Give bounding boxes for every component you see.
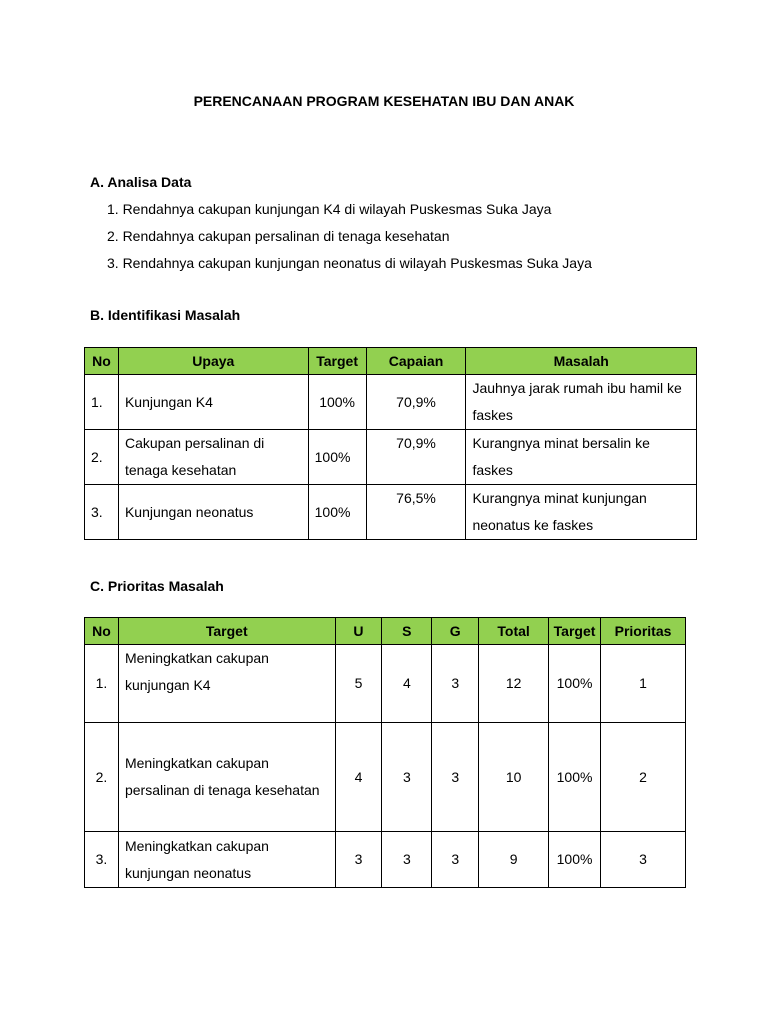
header-target: Target xyxy=(308,348,366,375)
cell-target-pct: 100% xyxy=(549,645,601,723)
header-no: No xyxy=(85,348,119,375)
section-c-heading: C. Prioritas Masalah xyxy=(90,578,224,594)
list-item: 2. Rendahnya cakupan persalinan di tenaga kesehatan xyxy=(107,228,450,244)
page-title: PERENCANAAN PROGRAM KESEHATAN IBU DAN ANAK xyxy=(193,93,575,109)
header-u: U xyxy=(335,618,382,645)
cell-no: 3. xyxy=(85,832,119,888)
cell-g: 3 xyxy=(432,723,479,832)
cell-no: 2. xyxy=(85,723,119,832)
cell-capaian: 70,9% xyxy=(366,430,466,485)
cell-target-pct: 100% xyxy=(549,832,601,888)
header-upaya: Upaya xyxy=(118,348,308,375)
header-total: Total xyxy=(479,618,549,645)
table-header-row xyxy=(85,618,686,645)
cell-masalah: Kurangnya minat kunjungan neonatus ke faskes xyxy=(466,485,697,540)
cell-target: 100% xyxy=(308,485,366,540)
header-target-pct: Target xyxy=(549,618,601,645)
cell-g: 3 xyxy=(432,832,479,888)
header-capaian: Capaian xyxy=(366,348,466,375)
table-header-row xyxy=(85,348,697,375)
header-no: No xyxy=(85,618,119,645)
table-row xyxy=(85,485,697,540)
list-item: 3. Rendahnya cakupan kunjungan neonatus di wilayah Puskesmas Suka Jaya xyxy=(107,255,592,271)
cell-total: 12 xyxy=(479,645,549,723)
cell-target: 100% xyxy=(308,375,366,430)
cell-upaya: Cakupan persalinan di tenaga kesehatan xyxy=(118,430,308,485)
table-row xyxy=(85,645,686,723)
cell-target: Meningkatkan cakupan persalinan di tenaga kesehatan xyxy=(118,723,335,832)
header-masalah: Masalah xyxy=(466,348,697,375)
cell-capaian: 70,9% xyxy=(366,375,466,430)
header-s: S xyxy=(382,618,432,645)
cell-target-text: Meningkatkan cakupan kunjungan K4 xyxy=(124,650,269,693)
cell-no: 1. xyxy=(85,375,119,430)
cell-masalah: Jauhnya jarak rumah ibu hamil ke faskes xyxy=(466,375,697,430)
cell-capaian: 76,5% xyxy=(366,485,466,540)
cell-u: 4 xyxy=(335,723,382,832)
table-row xyxy=(85,723,686,832)
cell-no: 1. xyxy=(85,645,119,723)
cell-u: 5 xyxy=(335,645,382,723)
header-prioritas: Prioritas xyxy=(601,618,686,645)
identifikasi-masalah-table xyxy=(84,347,697,540)
prioritas-masalah-table xyxy=(84,617,686,888)
cell-masalah: Kurangnya minat bersalin ke faskes xyxy=(466,430,697,485)
cell-target xyxy=(118,645,335,723)
cell-s: 3 xyxy=(382,723,432,832)
table-row xyxy=(85,832,686,888)
table-row xyxy=(85,375,697,430)
cell-prioritas: 1 xyxy=(601,645,686,723)
section-a-heading: A. Analisa Data xyxy=(90,174,192,190)
cell-upaya: Kunjungan K4 xyxy=(118,375,308,430)
cell-s: 4 xyxy=(382,645,432,723)
list-item: 1. Rendahnya cakupan kunjungan K4 di wilayah Puskesmas Suka Jaya xyxy=(107,201,552,217)
analisa-data-list xyxy=(107,200,592,281)
table-row xyxy=(85,430,697,485)
cell-total: 10 xyxy=(479,723,549,832)
cell-s: 3 xyxy=(382,832,432,888)
cell-total: 9 xyxy=(479,832,549,888)
cell-prioritas: 3 xyxy=(601,832,686,888)
cell-no: 3. xyxy=(85,485,119,540)
cell-target: 100% xyxy=(308,430,366,485)
section-b-heading: B. Identifikasi Masalah xyxy=(90,307,241,323)
cell-target-pct: 100% xyxy=(549,723,601,832)
cell-prioritas: 2 xyxy=(601,723,686,832)
cell-target: Meningkatkan cakupan kunjungan neonatus xyxy=(118,832,335,888)
cell-u: 3 xyxy=(335,832,382,888)
cell-g: 3 xyxy=(432,645,479,723)
cell-upaya: Kunjungan neonatus xyxy=(118,485,308,540)
header-g: G xyxy=(432,618,479,645)
header-target: Target xyxy=(118,618,335,645)
cell-no: 2. xyxy=(85,430,119,485)
